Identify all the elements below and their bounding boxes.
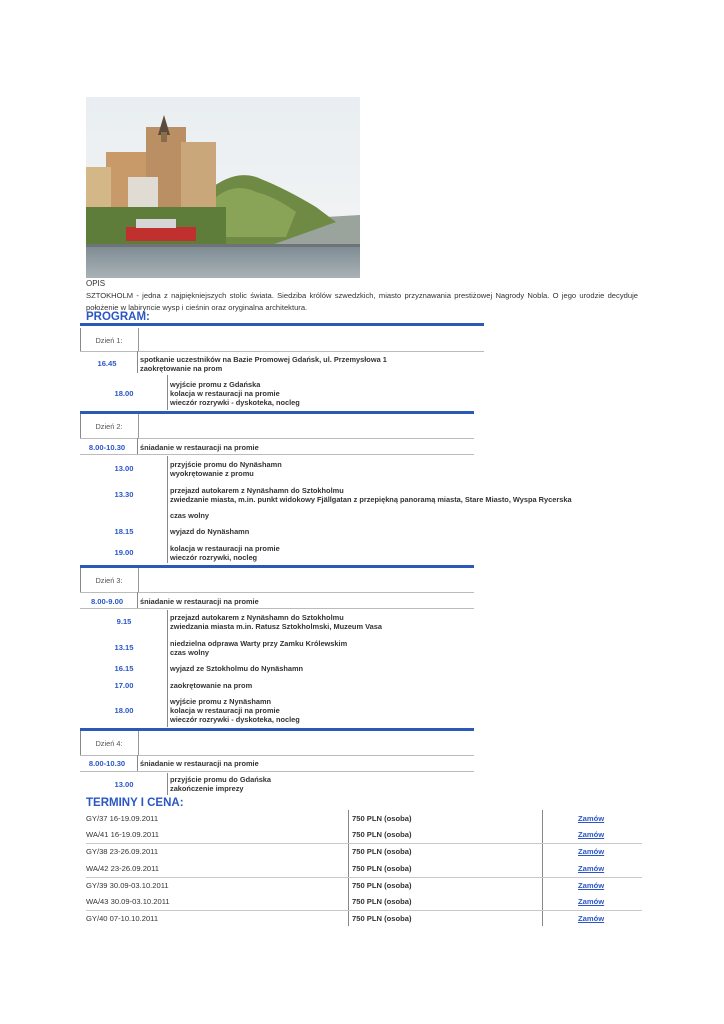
- divider: [167, 456, 168, 563]
- divider: [80, 755, 474, 756]
- entry-line: zakończenie imprezy: [170, 784, 244, 793]
- term-code: GY/39 30.09-03.10.2011: [86, 881, 169, 890]
- term-code: WA/41 16-19.09.2011: [86, 830, 160, 839]
- order-link[interactable]: Zamów: [578, 881, 605, 890]
- entry-line: wieczór rozrywki - dyskoteka, nocleg: [170, 715, 300, 724]
- time-cell: 16.45: [97, 359, 117, 368]
- divider: [137, 755, 138, 771]
- term-code: WA/42 23-26.09.2011: [86, 864, 160, 873]
- time-cell: 8.00-9.00: [90, 597, 124, 606]
- order-link[interactable]: Zamów: [578, 914, 605, 923]
- program-divider: [80, 323, 484, 326]
- entry-line: kolacja w restauracji na promie: [170, 389, 280, 398]
- entry-line: kolacja w restauracji na promie: [170, 706, 280, 715]
- divider: [80, 454, 474, 455]
- entry-line: spotkanie uczestników na Bazie Promowej Gdańsk, ul. Przemysłowa 1: [140, 355, 387, 364]
- term-code: GY/40 07-10.10.2011: [86, 914, 159, 923]
- entry-line: przejazd autokarem z Nynäshamn do Sztokholmu: [170, 613, 344, 622]
- table-row: [86, 843, 642, 859]
- entry-line: przyjście promu do Nynäshamn: [170, 460, 282, 469]
- entry-line: wieczór rozrywki - dyskoteka, nocleg: [170, 398, 300, 407]
- term-code: GY/38 23-26.09.2011: [86, 847, 159, 856]
- term-code: WA/43 30.09-03.10.2011: [86, 897, 170, 906]
- term-price: 750 PLN (osoba): [352, 864, 412, 873]
- entry-line: przyjście promu do Gdańska: [170, 775, 272, 784]
- day-label: Dzień 2:: [95, 422, 123, 431]
- table-row: [86, 810, 642, 826]
- day-header: [80, 328, 475, 352]
- entry-line: zaokrętowanie na prom: [170, 681, 253, 690]
- stockholm-photo: [86, 97, 360, 278]
- time-cell: 13.30: [114, 490, 134, 499]
- divider: [80, 592, 474, 593]
- time-cell: 8.00-10.30: [88, 443, 126, 452]
- schedule-entry: [170, 681, 252, 690]
- schedule-entry: [170, 511, 209, 520]
- entry-line: śniadanie w restauracji na promie: [140, 597, 259, 606]
- divider: [80, 351, 484, 352]
- terms-title: TERMINY I CENA:: [86, 797, 184, 809]
- day-header: [80, 568, 475, 592]
- divider: [137, 351, 138, 373]
- time-cell: 18.15: [114, 527, 134, 536]
- divider: [138, 568, 139, 592]
- table-row: [86, 910, 642, 926]
- divider: [138, 328, 139, 352]
- divider: [80, 771, 474, 772]
- order-link[interactable]: Zamów: [578, 897, 605, 906]
- term-price: 750 PLN (osoba): [352, 847, 412, 856]
- entry-line: czas wolny: [170, 648, 210, 657]
- entry-line: zwiedzania miasta m.in. Ratusz Sztokholmski, Muzeum Vasa: [170, 622, 382, 631]
- entry-line: przejazd autokarem z Nynäshamn do Sztokholmu: [170, 486, 344, 495]
- entry-line: wyjazd ze Sztokholmu do Nynäshamn: [170, 664, 304, 673]
- day-label: Dzień 1:: [95, 336, 123, 345]
- description-label: OPIS: [86, 279, 106, 288]
- schedule-entry: [170, 527, 249, 536]
- schedule-entry: [170, 613, 382, 631]
- entry-line: śniadanie w restauracji na promie: [140, 443, 259, 452]
- schedule-entry: [140, 597, 259, 606]
- entry-line: wyjście promu z Gdańska: [170, 380, 261, 389]
- entry-line: kolacja w restauracji na promie: [170, 544, 280, 553]
- term-price: 750 PLN (osoba): [352, 914, 412, 923]
- divider: [138, 731, 139, 755]
- time-cell: 9.15: [116, 617, 132, 626]
- table-row: [86, 877, 642, 893]
- divider: [137, 592, 138, 608]
- order-link[interactable]: Zamów: [578, 814, 605, 823]
- time-cell: 16.15: [114, 664, 134, 673]
- time-cell: 19.00: [114, 548, 134, 557]
- schedule-entry: [170, 697, 300, 724]
- time-cell: 13.15: [114, 643, 134, 652]
- day-label: Dzień 3:: [95, 576, 123, 585]
- divider: [167, 773, 168, 795]
- entry-line: zwiedzanie miasta, m.in. punkt widokowy Fjällgatan z przepiękną panoramą miasta, Stare Miasto, Wyspa Rycerska: [170, 495, 572, 504]
- schedule-entry: [170, 380, 300, 407]
- program-title: PROGRAM:: [86, 311, 150, 323]
- table-row: [86, 826, 642, 842]
- entry-line: wyokrętowanie z promu: [170, 469, 254, 478]
- entry-line: czas wolny: [170, 511, 210, 520]
- order-link[interactable]: Zamów: [578, 830, 605, 839]
- time-cell: 8.00-10.30: [88, 759, 126, 768]
- order-link[interactable]: Zamów: [578, 847, 605, 856]
- divider: [138, 414, 139, 438]
- time-cell: 18.00: [114, 389, 134, 398]
- divider: [137, 438, 138, 454]
- day-label: Dzień 4:: [95, 739, 123, 748]
- time-cell: 17.00: [114, 681, 134, 690]
- schedule-entry: [140, 355, 387, 373]
- description-text: SZTOKHOLM - jedna z najpiękniejszych stolic świata. Siedziba królów szwedzkich, miasto przyznawania prestiżowej Nagrody Nobla. O jego urodzie decyduje położenie w labiryncie wysp i cieśnin oraz oryginalna architektura.: [86, 291, 638, 312]
- term-code: GY/37 16-19.09.2011: [86, 814, 159, 823]
- schedule-entry: [140, 759, 259, 768]
- day-header: [80, 414, 475, 438]
- entry-line: zaokrętowanie na prom: [140, 364, 223, 373]
- entry-line: śniadanie w restauracji na promie: [140, 759, 259, 768]
- order-link[interactable]: Zamów: [578, 864, 605, 873]
- schedule-entry: [170, 639, 347, 657]
- schedule-entry: [170, 664, 303, 673]
- divider: [167, 610, 168, 727]
- schedule-entry: [170, 544, 280, 562]
- entry-line: wieczór rozrywki, nocleg: [170, 553, 258, 562]
- term-price: 750 PLN (osoba): [352, 814, 412, 823]
- table-row: [86, 860, 642, 876]
- divider: [80, 438, 474, 439]
- entry-line: wyjazd do Nynäshamn: [170, 527, 250, 536]
- schedule-entry: [170, 775, 271, 793]
- term-price: 750 PLN (osoba): [352, 830, 412, 839]
- schedule-entry: [170, 486, 572, 504]
- time-cell: 18.00: [114, 706, 134, 715]
- time-cell: 13.00: [114, 780, 134, 789]
- divider: [80, 608, 474, 609]
- table-row: [86, 893, 642, 909]
- schedule-entry: [170, 460, 282, 478]
- entry-line: niedzielna odprawa Warty przy Zamku Królewskim: [170, 639, 348, 648]
- divider: [167, 375, 168, 410]
- entry-line: wyjście promu z Nynäshamn: [170, 697, 272, 706]
- schedule-entry: [140, 443, 259, 452]
- time-cell: 13.00: [114, 464, 134, 473]
- day-header: [80, 731, 475, 755]
- term-price: 750 PLN (osoba): [352, 897, 412, 906]
- term-price: 750 PLN (osoba): [352, 881, 412, 890]
